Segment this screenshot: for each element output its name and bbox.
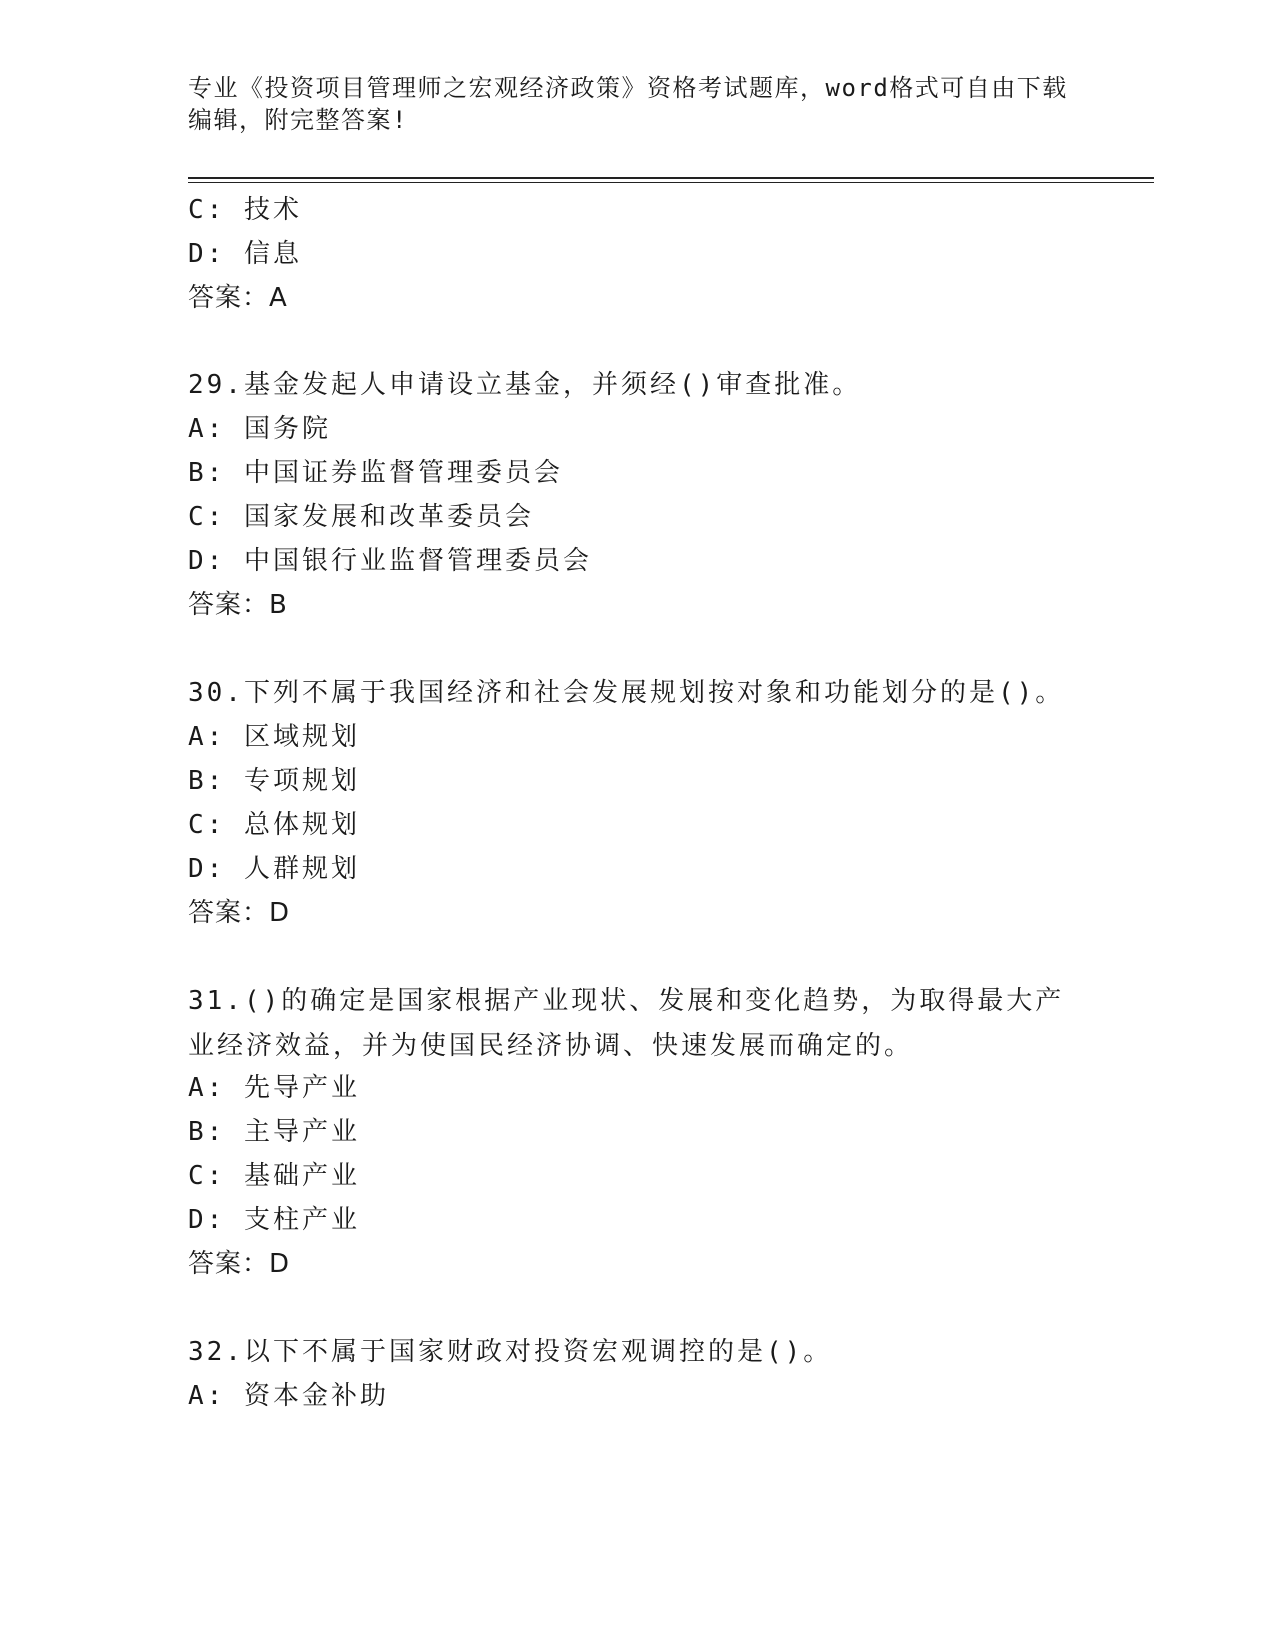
question-stem: 31.()的确定是国家根据产业现状、发展和变化趋势，为取得最大产业经济效益，并为使国民经济协调、快速发展而确定的。	[188, 986, 1065, 1061]
option-c: C: 总体规划	[188, 810, 360, 840]
option-b: B: 主导产业	[188, 1117, 360, 1147]
answer: 答案：B	[188, 590, 288, 620]
option-d: D: 信息	[188, 239, 302, 269]
option-a: A: 先导产业	[188, 1073, 360, 1103]
answer: 答案：D	[188, 1249, 291, 1279]
option-c: C: 技术	[188, 195, 302, 225]
option-b: B: 中国证券监督管理委员会	[188, 458, 563, 488]
question-stem: 30.下列不属于我国经济和社会发展规划按对象和功能划分的是()。	[188, 678, 1065, 708]
header-divider-thick	[188, 177, 1154, 179]
answer: 答案：A	[188, 283, 288, 313]
answer: 答案：D	[188, 898, 291, 928]
question-stem: 29.基金发起人申请设立基金，并须经()审查批准。	[188, 370, 862, 400]
option-d: D: 中国银行业监督管理委员会	[188, 546, 592, 576]
header-divider-thin	[188, 182, 1154, 183]
option-a: A: 区域规划	[188, 722, 360, 752]
option-b: B: 专项规划	[188, 766, 360, 796]
option-d: D: 支柱产业	[188, 1205, 360, 1235]
document-header: 专业《投资项目管理师之宏观经济政策》资格考试题库，word格式可自由下载编辑，附完整答案!	[188, 74, 1068, 134]
option-a: A: 资本金补助	[188, 1381, 389, 1411]
option-a: A: 国务院	[188, 414, 331, 444]
option-d: D: 人群规划	[188, 854, 360, 884]
question-stem: 32.以下不属于国家财政对投资宏观调控的是()。	[188, 1337, 833, 1367]
option-c: C: 国家发展和改革委员会	[188, 502, 534, 532]
option-c: C: 基础产业	[188, 1161, 360, 1191]
